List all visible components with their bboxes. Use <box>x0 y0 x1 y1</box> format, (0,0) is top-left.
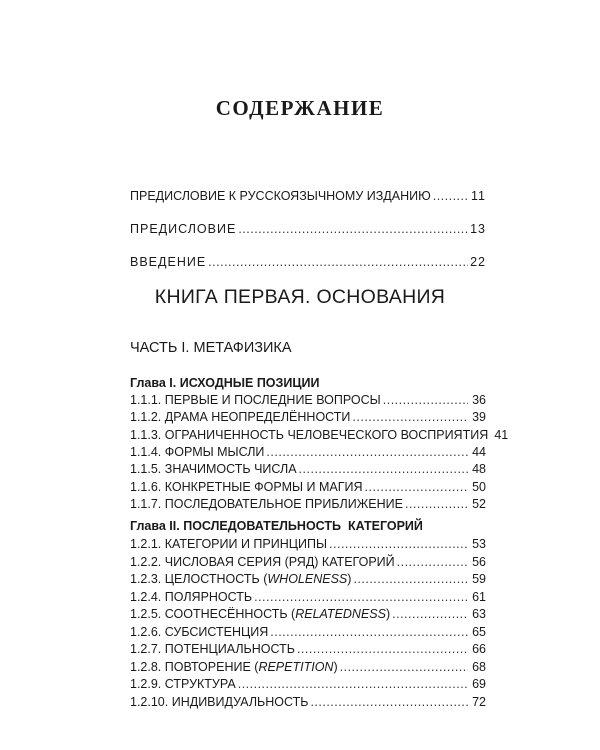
toc-entry-number: 1.2.8. <box>130 659 162 674</box>
toc-page-number: 11 <box>471 189 486 203</box>
chapter-label: Глава I. <box>130 376 177 390</box>
toc-entry[interactable] <box>130 571 486 587</box>
toc-entry-text: СООТНЕСЁННОСТЬ ( <box>164 607 296 621</box>
toc-page-number: 61 <box>472 589 486 604</box>
toc-entry-text: СТРУКТУРА <box>164 677 236 691</box>
leader-dots <box>405 496 468 512</box>
toc-entry-english-term: WHOLENESS <box>267 572 348 586</box>
leader-dots <box>238 221 468 237</box>
toc-entry-label <box>130 461 297 477</box>
toc-entry-label <box>130 606 390 622</box>
chapter-label: Глава II. <box>130 519 180 533</box>
toc-entry-text: СУБСИСТЕНЦИЯ <box>164 624 269 639</box>
toc-entry-label <box>130 392 381 408</box>
toc-page-number: 68 <box>472 659 486 674</box>
toc-entry[interactable] <box>130 427 509 443</box>
toc-entry-text: ДРАМА НЕОПРЕДЕЛЁННОСТИ <box>164 410 351 425</box>
toc-entry-text: ПОТЕНЦИАЛЬНОСТЬ <box>164 642 295 656</box>
toc-entry-number: 1.2.5. <box>130 607 162 621</box>
toc-entry-close-paren: ) <box>385 607 391 621</box>
toc-entry-text: КАТЕГОРИИ И ПРИНЦИПЫ <box>164 537 328 551</box>
toc-entry-close-paren: ) <box>333 659 338 674</box>
toc-entry-label <box>130 571 351 587</box>
toc-entry-label <box>130 554 395 570</box>
toc-entry-text: ОГРАНИЧЕННОСТЬ ЧЕЛОВЕЧЕСКОГО ВОСПРИЯТИЯ <box>164 427 489 442</box>
toc-page-number: 36 <box>472 393 486 407</box>
leader-dots <box>340 659 468 675</box>
leader-dots <box>392 606 468 622</box>
toc-page-number: 69 <box>472 677 486 691</box>
toc-entry-label <box>130 694 308 710</box>
toc-entry-number: 1.1.2. <box>130 410 162 425</box>
book-title: КНИГА ПЕРВАЯ. ОСНОВАНИЯ <box>154 286 446 308</box>
toc-entry-label: ВВЕДЕНИЕ <box>130 255 207 269</box>
toc-entry-number: 1.2.9. <box>130 677 162 691</box>
toc-entry-number: 1.2.1. <box>130 537 162 551</box>
leader-dots <box>329 536 468 552</box>
leader-dots <box>365 479 468 495</box>
toc-entry-close-paren: ) <box>347 572 352 586</box>
toc-page-number: 56 <box>472 554 486 569</box>
chapter-heading[interactable] <box>130 519 423 533</box>
toc-entry-text: ФОРМЫ МЫСЛИ <box>164 444 265 459</box>
toc-page-number: 44 <box>472 444 486 459</box>
leader-dots <box>297 641 468 657</box>
toc-page-number: 22 <box>470 255 486 269</box>
toc-entry-preface-russian[interactable] <box>130 188 486 204</box>
toc-entry-label <box>130 427 488 443</box>
toc-entry-text: ПЕРВЫЕ И ПОСЛЕДНИЕ ВОПРОСЫ <box>164 393 381 407</box>
toc-entry-number: 1.2.10. <box>130 694 169 709</box>
toc-entry-number: 1.2.7. <box>130 642 162 656</box>
toc-entry-label <box>130 496 403 512</box>
toc-entry-text: КОНКРЕТНЫЕ ФОРМЫ И МАГИЯ <box>164 479 363 494</box>
toc-entry-number: 1.2.2. <box>130 554 162 569</box>
toc-entry-label <box>130 659 338 675</box>
toc-entry[interactable] <box>130 444 486 460</box>
toc-entry[interactable] <box>130 554 486 570</box>
toc-page-number: 39 <box>472 410 486 425</box>
leader-dots <box>383 392 468 408</box>
leader-dots <box>254 589 468 605</box>
toc-entry-number: 1.1.5. <box>130 462 162 477</box>
toc-entry[interactable] <box>130 694 486 710</box>
toc-entry[interactable] <box>130 392 486 408</box>
toc-page-number: 41 <box>494 427 509 442</box>
leader-dots <box>310 694 468 710</box>
toc-entry-label <box>130 589 252 605</box>
page-title: СОДЕРЖАНИЕ <box>215 96 385 120</box>
leader-dots <box>352 409 468 425</box>
leader-dots <box>353 571 468 587</box>
toc-entry-label: ПРЕДИСЛОВИЕ К РУССКОЯЗЫЧНОМУ ИЗДАНИЮ <box>130 189 431 203</box>
toc-entry-label <box>130 676 236 692</box>
chapter-title: ИСХОДНЫЕ ПОЗИЦИИ <box>179 376 320 390</box>
toc-entry-text: ПОВТОРЕНИЕ ( <box>164 659 259 674</box>
leader-dots <box>433 188 468 204</box>
toc-entry[interactable] <box>130 606 486 622</box>
leader-dots <box>266 444 468 460</box>
toc-entry-number: 1.2.6. <box>130 624 162 639</box>
toc-entry[interactable] <box>130 536 486 552</box>
toc-entry[interactable] <box>130 676 486 692</box>
toc-entry-english-term: REPETITION <box>258 659 334 674</box>
toc-entry-label <box>130 641 295 657</box>
toc-entry-preface[interactable] <box>130 221 486 237</box>
leader-dots <box>397 554 468 570</box>
leader-dots <box>208 254 468 270</box>
toc-entry-label <box>130 479 363 495</box>
toc-entry-introduction[interactable] <box>130 254 486 270</box>
toc-entry-english-term: RELATEDNESS <box>295 607 386 621</box>
toc-entry-number: 1.1.1. <box>130 393 162 407</box>
toc-entry-text: ПОЛЯРНОСТЬ <box>164 589 253 604</box>
toc-page-number: 63 <box>472 607 486 621</box>
toc-page-number: 65 <box>472 624 486 639</box>
toc-entry[interactable] <box>130 589 486 605</box>
toc-entry-label <box>130 624 268 640</box>
toc-page-number: 59 <box>472 572 486 586</box>
toc-entry-number: 1.1.4. <box>130 444 162 459</box>
toc-page-number: 66 <box>472 642 486 656</box>
toc-entry[interactable] <box>130 641 486 657</box>
toc-entry-text: ЦЕЛОСТНОСТЬ ( <box>164 572 268 586</box>
toc-entry-text: ИНДИВИДУАЛЬНОСТЬ <box>171 694 309 709</box>
toc-entry-number: 1.1.3. <box>130 427 162 442</box>
toc-page-number: 72 <box>472 694 486 709</box>
toc-page-number: 50 <box>472 479 486 494</box>
toc-entry-number: 1.1.7. <box>130 496 162 511</box>
leader-dots <box>270 624 468 640</box>
toc-entry-label: ПРЕДИСЛОВИЕ <box>130 222 237 236</box>
leader-dots <box>238 676 468 692</box>
toc-page-number: 53 <box>472 537 486 551</box>
toc-entry-number: 1.2.3. <box>130 572 162 586</box>
toc-entry-label <box>130 536 327 552</box>
toc-entry[interactable] <box>130 659 486 675</box>
toc-entry[interactable] <box>130 479 486 495</box>
toc-entry-label <box>130 409 350 425</box>
toc-page-number: 13 <box>470 222 486 236</box>
chapter-heading[interactable] <box>130 376 319 390</box>
toc-entry-label <box>130 444 264 460</box>
toc-page-number: 52 <box>472 496 486 511</box>
toc-entry-text: ЧИСЛОВАЯ СЕРИЯ (РЯД) КАТЕГОРИЙ <box>164 554 395 569</box>
part-title: ЧАСТЬ I. МЕТАФИЗИКА <box>130 340 292 356</box>
toc-entry[interactable] <box>130 624 486 640</box>
toc-entry[interactable] <box>130 461 486 477</box>
chapter-title: ПОСЛЕДОВАТЕЛЬНОСТЬ КАТЕГОРИЙ <box>183 519 423 533</box>
leader-dots <box>299 461 468 477</box>
toc-entry-text: ПОСЛЕДОВАТЕЛЬНОЕ ПРИБЛИЖЕНИЕ <box>164 496 403 511</box>
toc-page-number: 48 <box>472 462 486 477</box>
toc-entry[interactable] <box>130 409 486 425</box>
toc-entry-number: 1.2.4. <box>130 589 162 604</box>
toc-entry-text: ЗНАЧИМОСТЬ ЧИСЛА <box>164 462 297 477</box>
toc-entry[interactable] <box>130 496 486 512</box>
toc-entry-number: 1.1.6. <box>130 479 162 494</box>
